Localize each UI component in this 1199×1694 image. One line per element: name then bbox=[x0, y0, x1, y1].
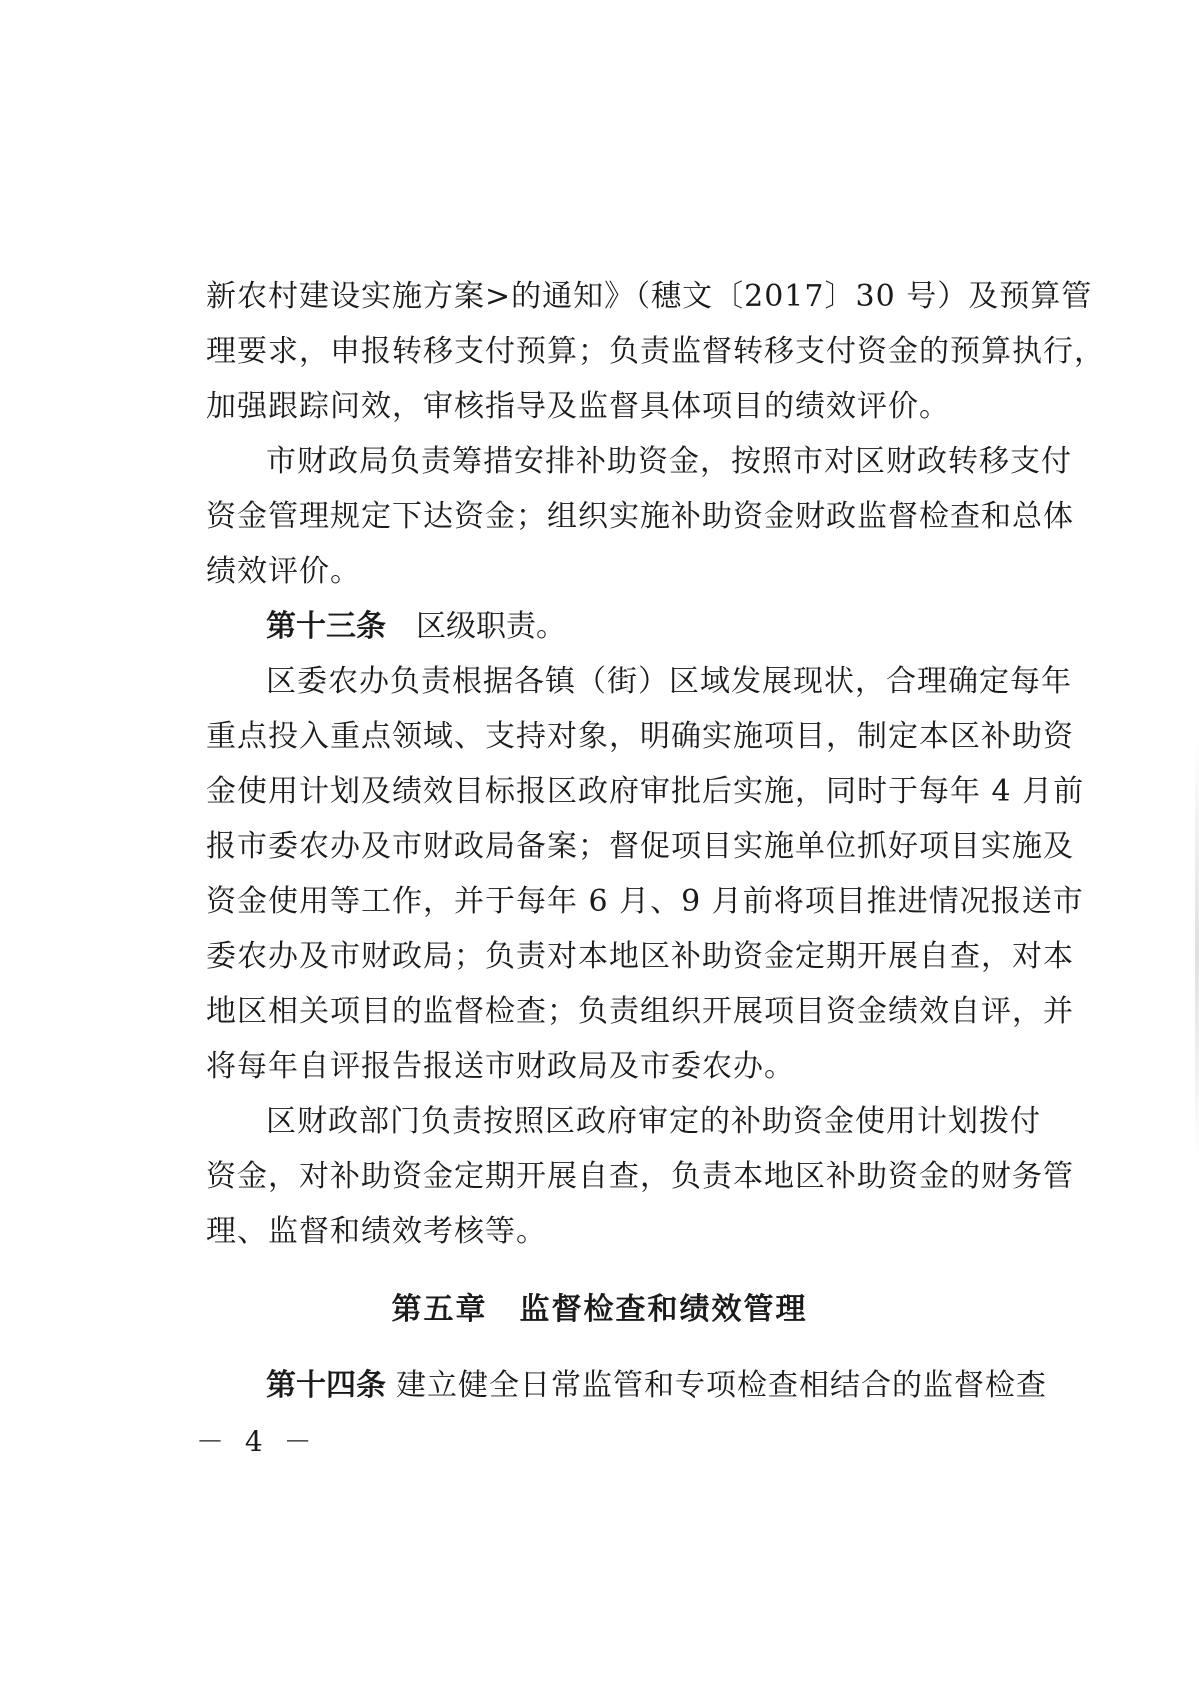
text-line: 委农办及市财政局；负责对本地区补助资金定期开展自查，对本 bbox=[206, 939, 1074, 974]
text-line: 区财政部门负责按照区政府审定的补助资金使用计划拨付 bbox=[266, 1104, 1041, 1139]
text-line: 将每年自评报告报送市财政局及市委农办。 bbox=[206, 1049, 795, 1084]
chapter-heading: 第五章 监督检查和绩效管理 bbox=[391, 1292, 808, 1327]
text-line: 加强跟踪问效，审核指导及监督具体项目的绩效评价。 bbox=[206, 389, 950, 424]
text-line: 理要求，申报转移支付预算；负责监督转移支付资金的预算执行， bbox=[206, 334, 1105, 369]
scan-edge-shadow bbox=[1195, 740, 1199, 1160]
page-number: － 4 － bbox=[196, 1425, 318, 1458]
article-number: 第十四条 bbox=[266, 1368, 386, 1403]
article-text: 建立健全日常监管和专项检查相结合的监督检查 bbox=[396, 1368, 1047, 1403]
article-number: 第十三条 bbox=[266, 609, 386, 644]
text-line: 绩效评价。 bbox=[206, 554, 361, 589]
text-line: 新农村建设实施方案>的通知》（穗文〔2017〕30 号）及预算管 bbox=[206, 279, 1093, 314]
text-line: 地区相关项目的监督检查；负责组织开展项目资金绩效自评，并 bbox=[206, 994, 1074, 1029]
text-line: 资金管理规定下达资金；组织实施补助资金财政监督检查和总体 bbox=[206, 499, 1074, 534]
text-line: 金使用计划及绩效目标报区政府审批后实施，同时于每年 4 月前 bbox=[206, 774, 1085, 809]
text-line: 重点投入重点领域、支持对象，明确实施项目，制定本区补助资 bbox=[206, 719, 1074, 754]
article-14-line bbox=[266, 1366, 1047, 1406]
text-line: 市财政局负责筹措安排补助资金，按照市对区财政转移支付 bbox=[266, 444, 1072, 479]
text-line: 区委农办负责根据各镇（街）区域发展现状，合理确定每年 bbox=[266, 664, 1072, 699]
text-line: 资金，对补助资金定期开展自查，负责本地区补助资金的财务管 bbox=[206, 1159, 1074, 1194]
text-line: 资金使用等工作，并于每年 6 月、9 月前将项目推进情况报送市 bbox=[206, 884, 1084, 919]
text-line: 报市委农办及市财政局备案；督促项目实施单位抓好项目实施及 bbox=[206, 829, 1074, 864]
text-line: 理、监督和绩效考核等。 bbox=[206, 1214, 547, 1249]
article-title: 区级职责。 bbox=[416, 609, 566, 644]
article-13-heading bbox=[266, 607, 566, 647]
